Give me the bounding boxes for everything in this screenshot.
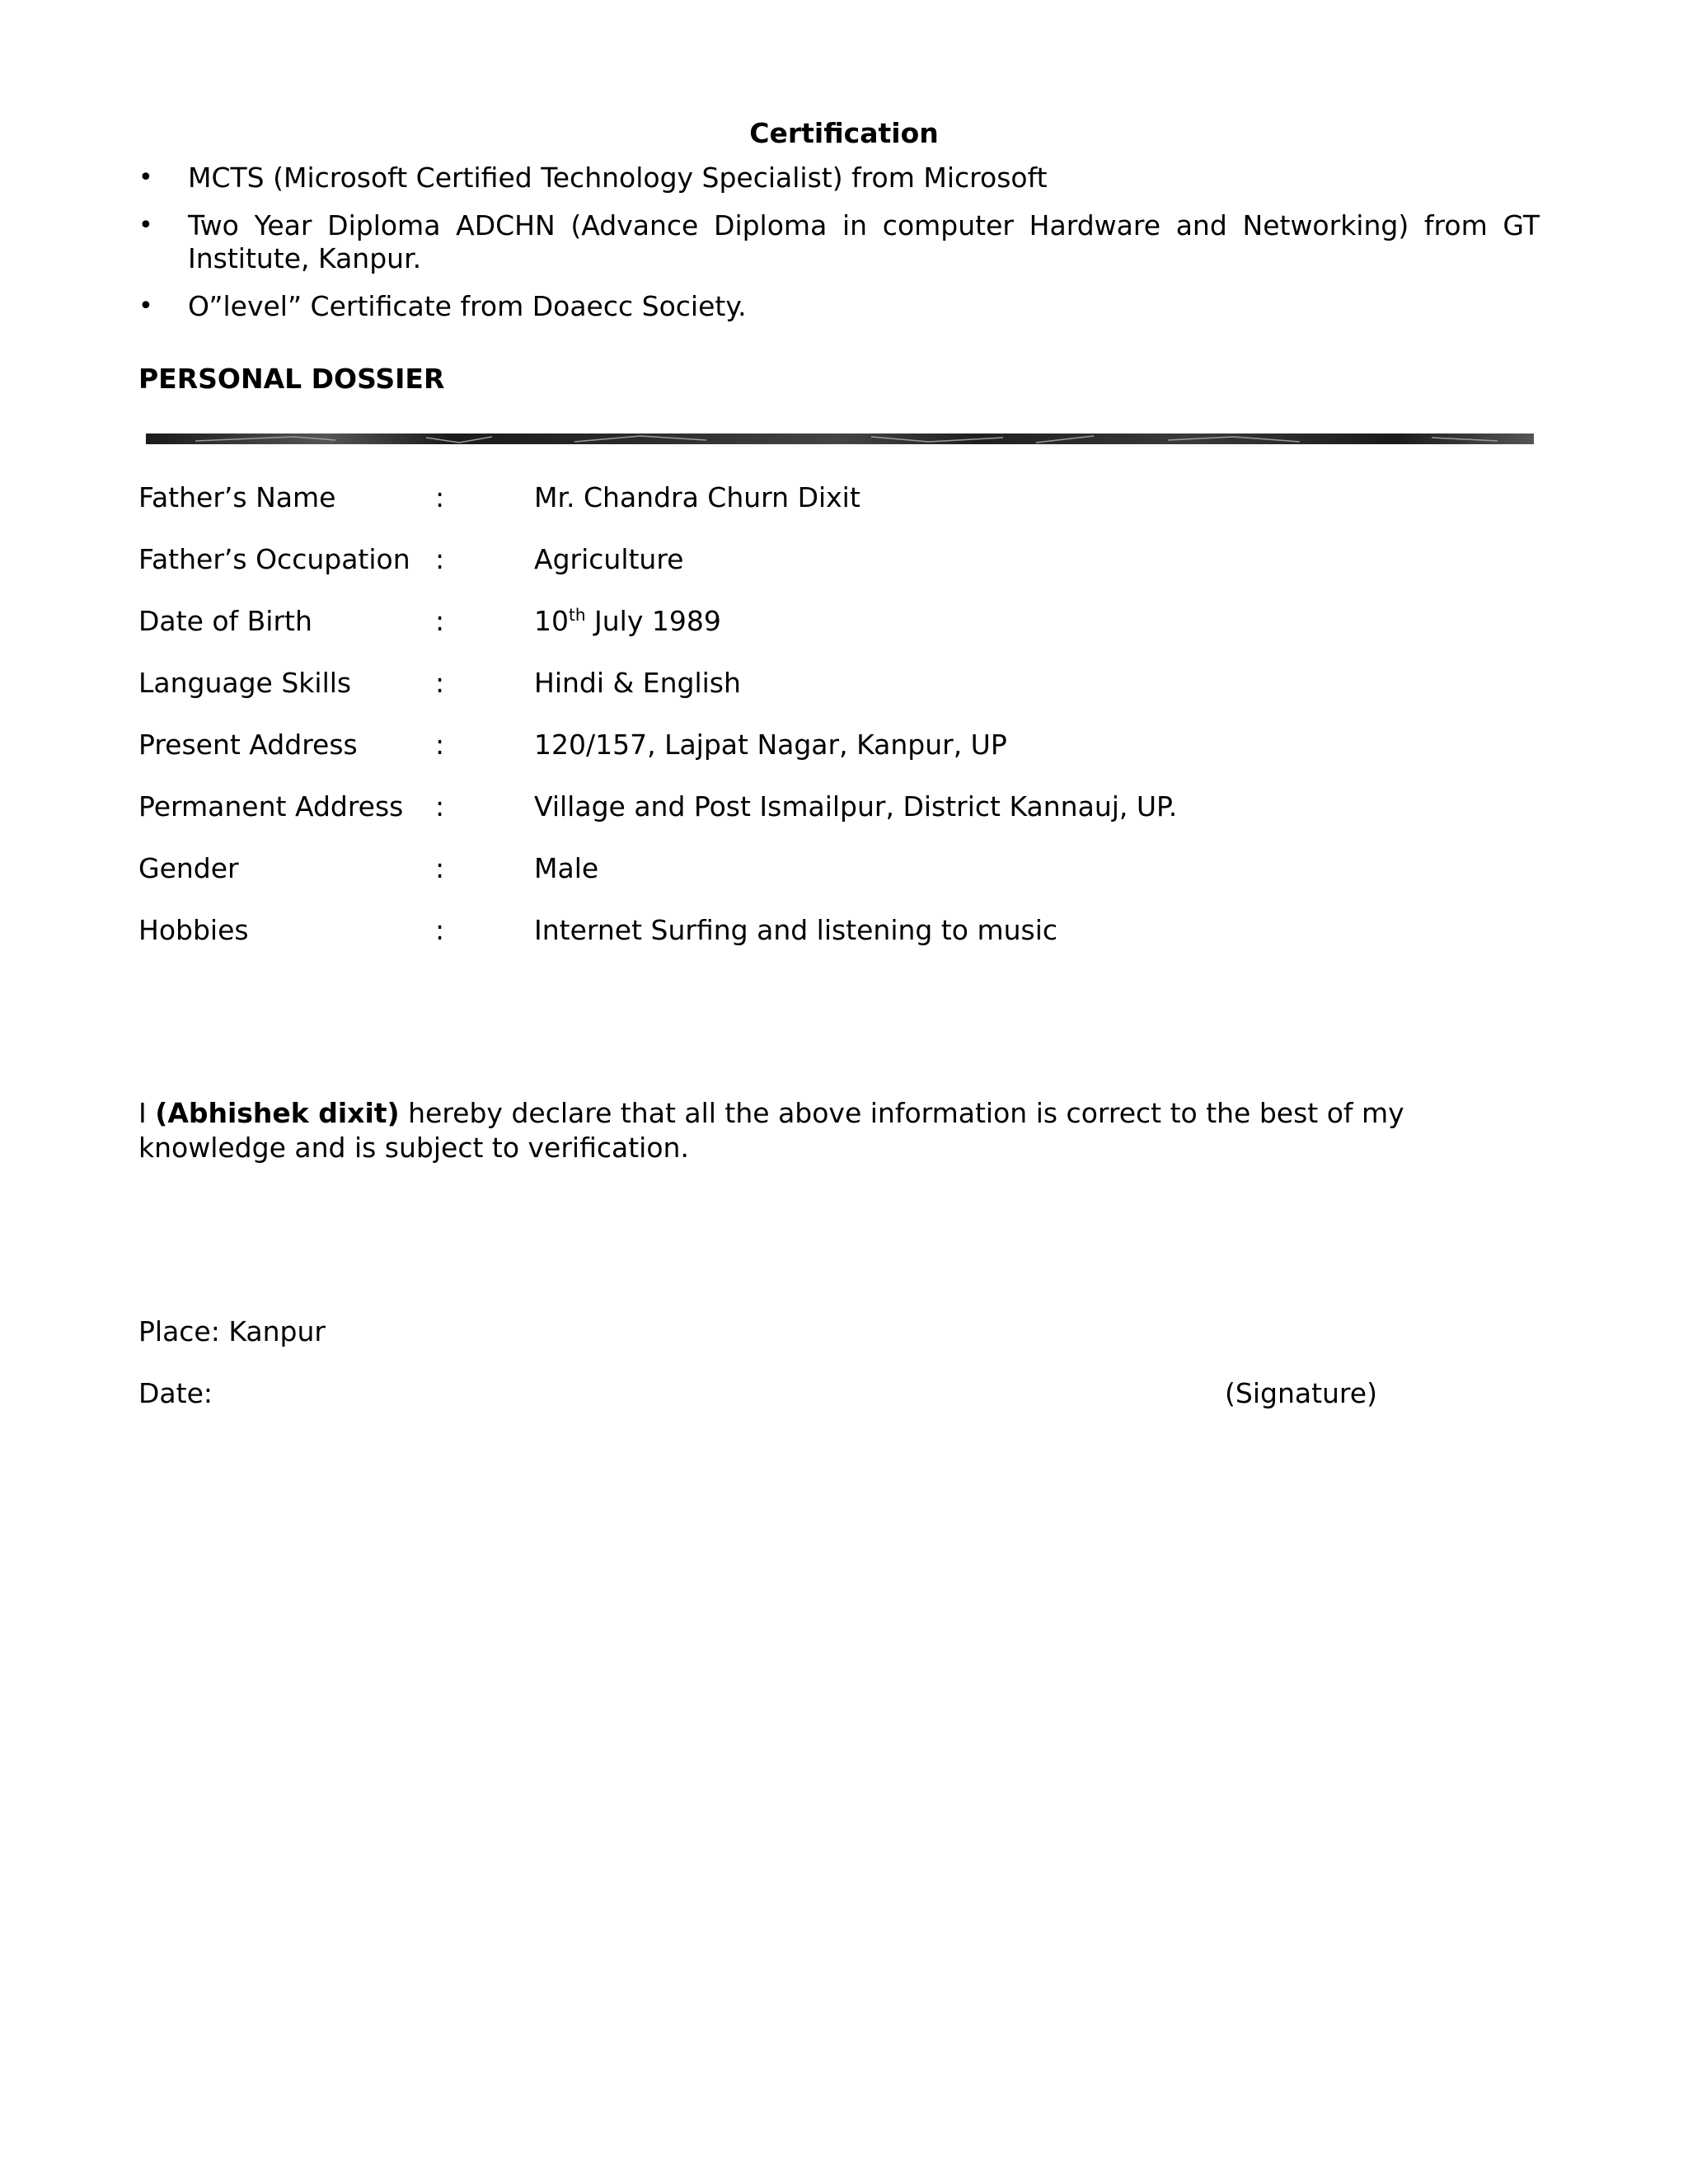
certification-title: Certification: [749, 117, 939, 149]
separator: :: [435, 852, 445, 884]
separator: :: [435, 729, 445, 761]
language-skills-value: Hindi & English: [534, 667, 741, 699]
gender-value: Male: [534, 852, 599, 884]
separator: :: [435, 914, 445, 946]
list-item: [138, 209, 1540, 275]
separator: :: [435, 790, 445, 823]
certification-item-text: Two Year Diploma ADCHN (Advance Diploma in computer Hardware and Networking) from GT Institute, Kanpur.: [188, 209, 1540, 274]
declaration-text: [138, 1096, 1540, 1165]
place-line: Place: Kanpur: [138, 1315, 326, 1347]
permanent-address-value: Village and Post Ismailpur, District Kannauj, UP.: [534, 790, 1178, 823]
decorative-divider: [146, 434, 1534, 444]
language-skills-label: Language Skills: [138, 667, 352, 699]
permanent-address-label: Permanent Address: [138, 790, 404, 823]
fathers-name-value: Mr. Chandra Churn Dixit: [534, 481, 860, 513]
separator: :: [435, 543, 445, 575]
date-of-birth-label: Date of Birth: [138, 605, 312, 637]
date-line: Date:: [138, 1377, 213, 1409]
separator: :: [435, 605, 445, 637]
hobbies-value: Internet Surfing and listening to music: [534, 914, 1058, 946]
bullet-icon: •: [138, 292, 153, 321]
dob-month-year: July 1989: [585, 605, 721, 637]
dob-day-suffix: th: [569, 605, 586, 625]
hobbies-label: Hobbies: [138, 914, 249, 946]
present-address-label: Present Address: [138, 729, 358, 761]
dob-day: 10: [534, 605, 569, 637]
fathers-name-label: Father’s Name: [138, 481, 336, 513]
declaration-prefix: I: [138, 1097, 156, 1129]
bullet-icon: •: [138, 163, 153, 192]
list-item: [138, 162, 1540, 194]
personal-dossier-heading: PERSONAL DOSSIER: [138, 363, 445, 395]
fathers-occupation-value: Agriculture: [534, 543, 684, 575]
certification-item-text: MCTS (Microsoft Certified Technology Specialist) from Microsoft: [188, 162, 1048, 194]
declaration-body: hereby declare that all the above information is correct to the best of my knowledge and is subject to verification.: [138, 1097, 1404, 1164]
separator: :: [435, 481, 445, 513]
separator: :: [435, 667, 445, 699]
gender-label: Gender: [138, 852, 239, 884]
certification-list: [138, 162, 1540, 338]
bullet-icon: •: [138, 211, 153, 240]
present-address-value: 120/157, Lajpat Nagar, Kanpur, UP: [534, 729, 1007, 761]
list-item: [138, 290, 1540, 323]
fathers-occupation-label: Father’s Occupation: [138, 543, 410, 575]
declarant-name: (Abhishek dixit): [155, 1097, 400, 1129]
date-of-birth-value: [534, 605, 721, 637]
certification-item-text: O”level” Certificate from Doaecc Society.: [188, 290, 747, 322]
signature-label: (Signature): [1225, 1377, 1377, 1409]
